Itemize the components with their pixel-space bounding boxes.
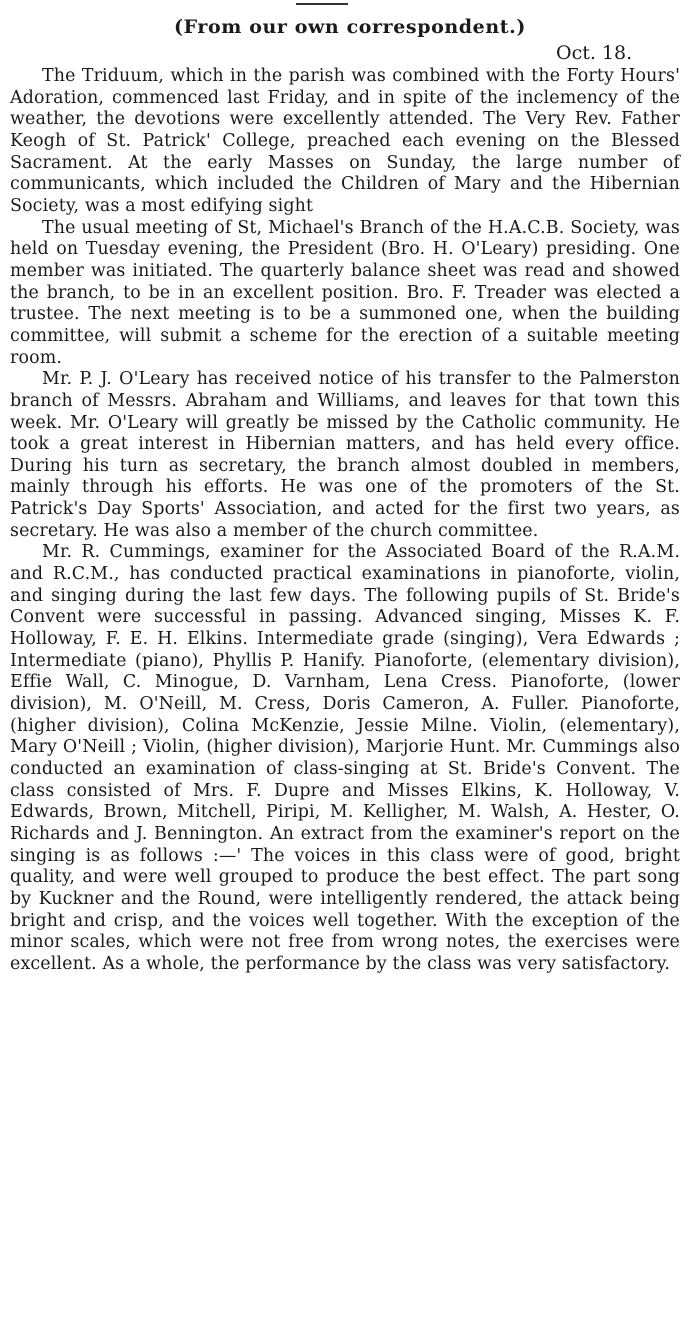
- paragraph-music-examinations: Mr. R. Cummings, examiner for the Associated Board of the R.A.M. and R.C.M., has conducted practical examinations in pianoforte, violin, and singing during the last few days. The following pupils of St. Bride's Convent were successful in passing. Advanced singing, Misses K. F. Holloway, F. E. H. Elkins. Intermediate grade (singing), Vera Edwards ; Intermediate (piano), Phyllis P. Hanify. Pianoforte, (elementary division), Effie Wall, C. Minogue, D. Varnham, Lena Cress. Pianoforte, (lower division), M. O'Neill, M. Cress, Doris Cameron, A. Fuller. Pianoforte, (higher division), Colina McKenzie, Jessie Milne. Violin, (elementary), Mary O'Neill ; Violin, (higher division), Marjorie Hunt. Mr. Cummings also conducted an examination of class-singing at St. Bride's Convent. The class consisted of Mrs. F. Dupre and Misses Elkins, K. Holloway, V. Edwards, Brown, Mitchell, Piripi, M. Kelligher, M. Walsh, A. Hester, O. Richards and J. Bennington. An extract from the examiner's report on the singing is as follows :—' The voices in this class were of good, bright quality, and were well grouped to produce the best effect. The part song by Kuckner and the Round, were intelligently rendered, the attack being bright and crisp, and the voices well together. With the exception of the minor scales, which were not free from wrong notes, the exercises were excellent. As a whole, the performance by the class was very satisfactory.: [10, 542, 680, 974]
- paragraph-oleary-transfer: Mr. P. J. O'Leary has received notice of his transfer to the Palmerston branch of Messrs. Abraham and Williams, and leaves for that town this week. Mr. O'Leary will greatly be missed by the Catholic community. He took a great interest in Hibernian matters, and has held every office. During his turn as secretary, the branch almost doubled in members, mainly through his efforts. He was one of the promoters of the St. Patrick's Day Sports' Association, and acted for the first two years, as secretary. He was also a member of the church committee.: [10, 369, 680, 541]
- correspondent-heading: (From our own correspondent.): [174, 16, 526, 38]
- article-body: [10, 66, 680, 976]
- paragraph-hacb-meeting: The usual meeting of St, Michael's Branch of the H.A.C.B. Society, was held on Tuesday evening, the President (Bro. H. O'Leary) presiding. One member was initiated. The quarterly balance sheet was read and showed the branch, to be in an excellent position. Bro. F. Treader was elected a trustee. The next meeting is to be a summoned one, when the building committee, will submit a scheme for the erection of a suitable meeting room.: [10, 217, 680, 368]
- paragraph-triduum: The Triduum, which in the parish was combined with the Forty Hours' Adoration, commenced last Friday, and in spite of the inclemency of the weather, the devotions were excellently attended. The Very Rev. Father Keogh of St. Patrick' College, preached each evening on the Blessed Sacrament. At the early Masses on Sunday, the large number of communicants, which included the Children of Mary and the Hibernian Society, was a most edifying sight: [10, 66, 680, 216]
- dateline: Oct. 18.: [556, 42, 633, 64]
- top-divider-rule: [296, 3, 348, 5]
